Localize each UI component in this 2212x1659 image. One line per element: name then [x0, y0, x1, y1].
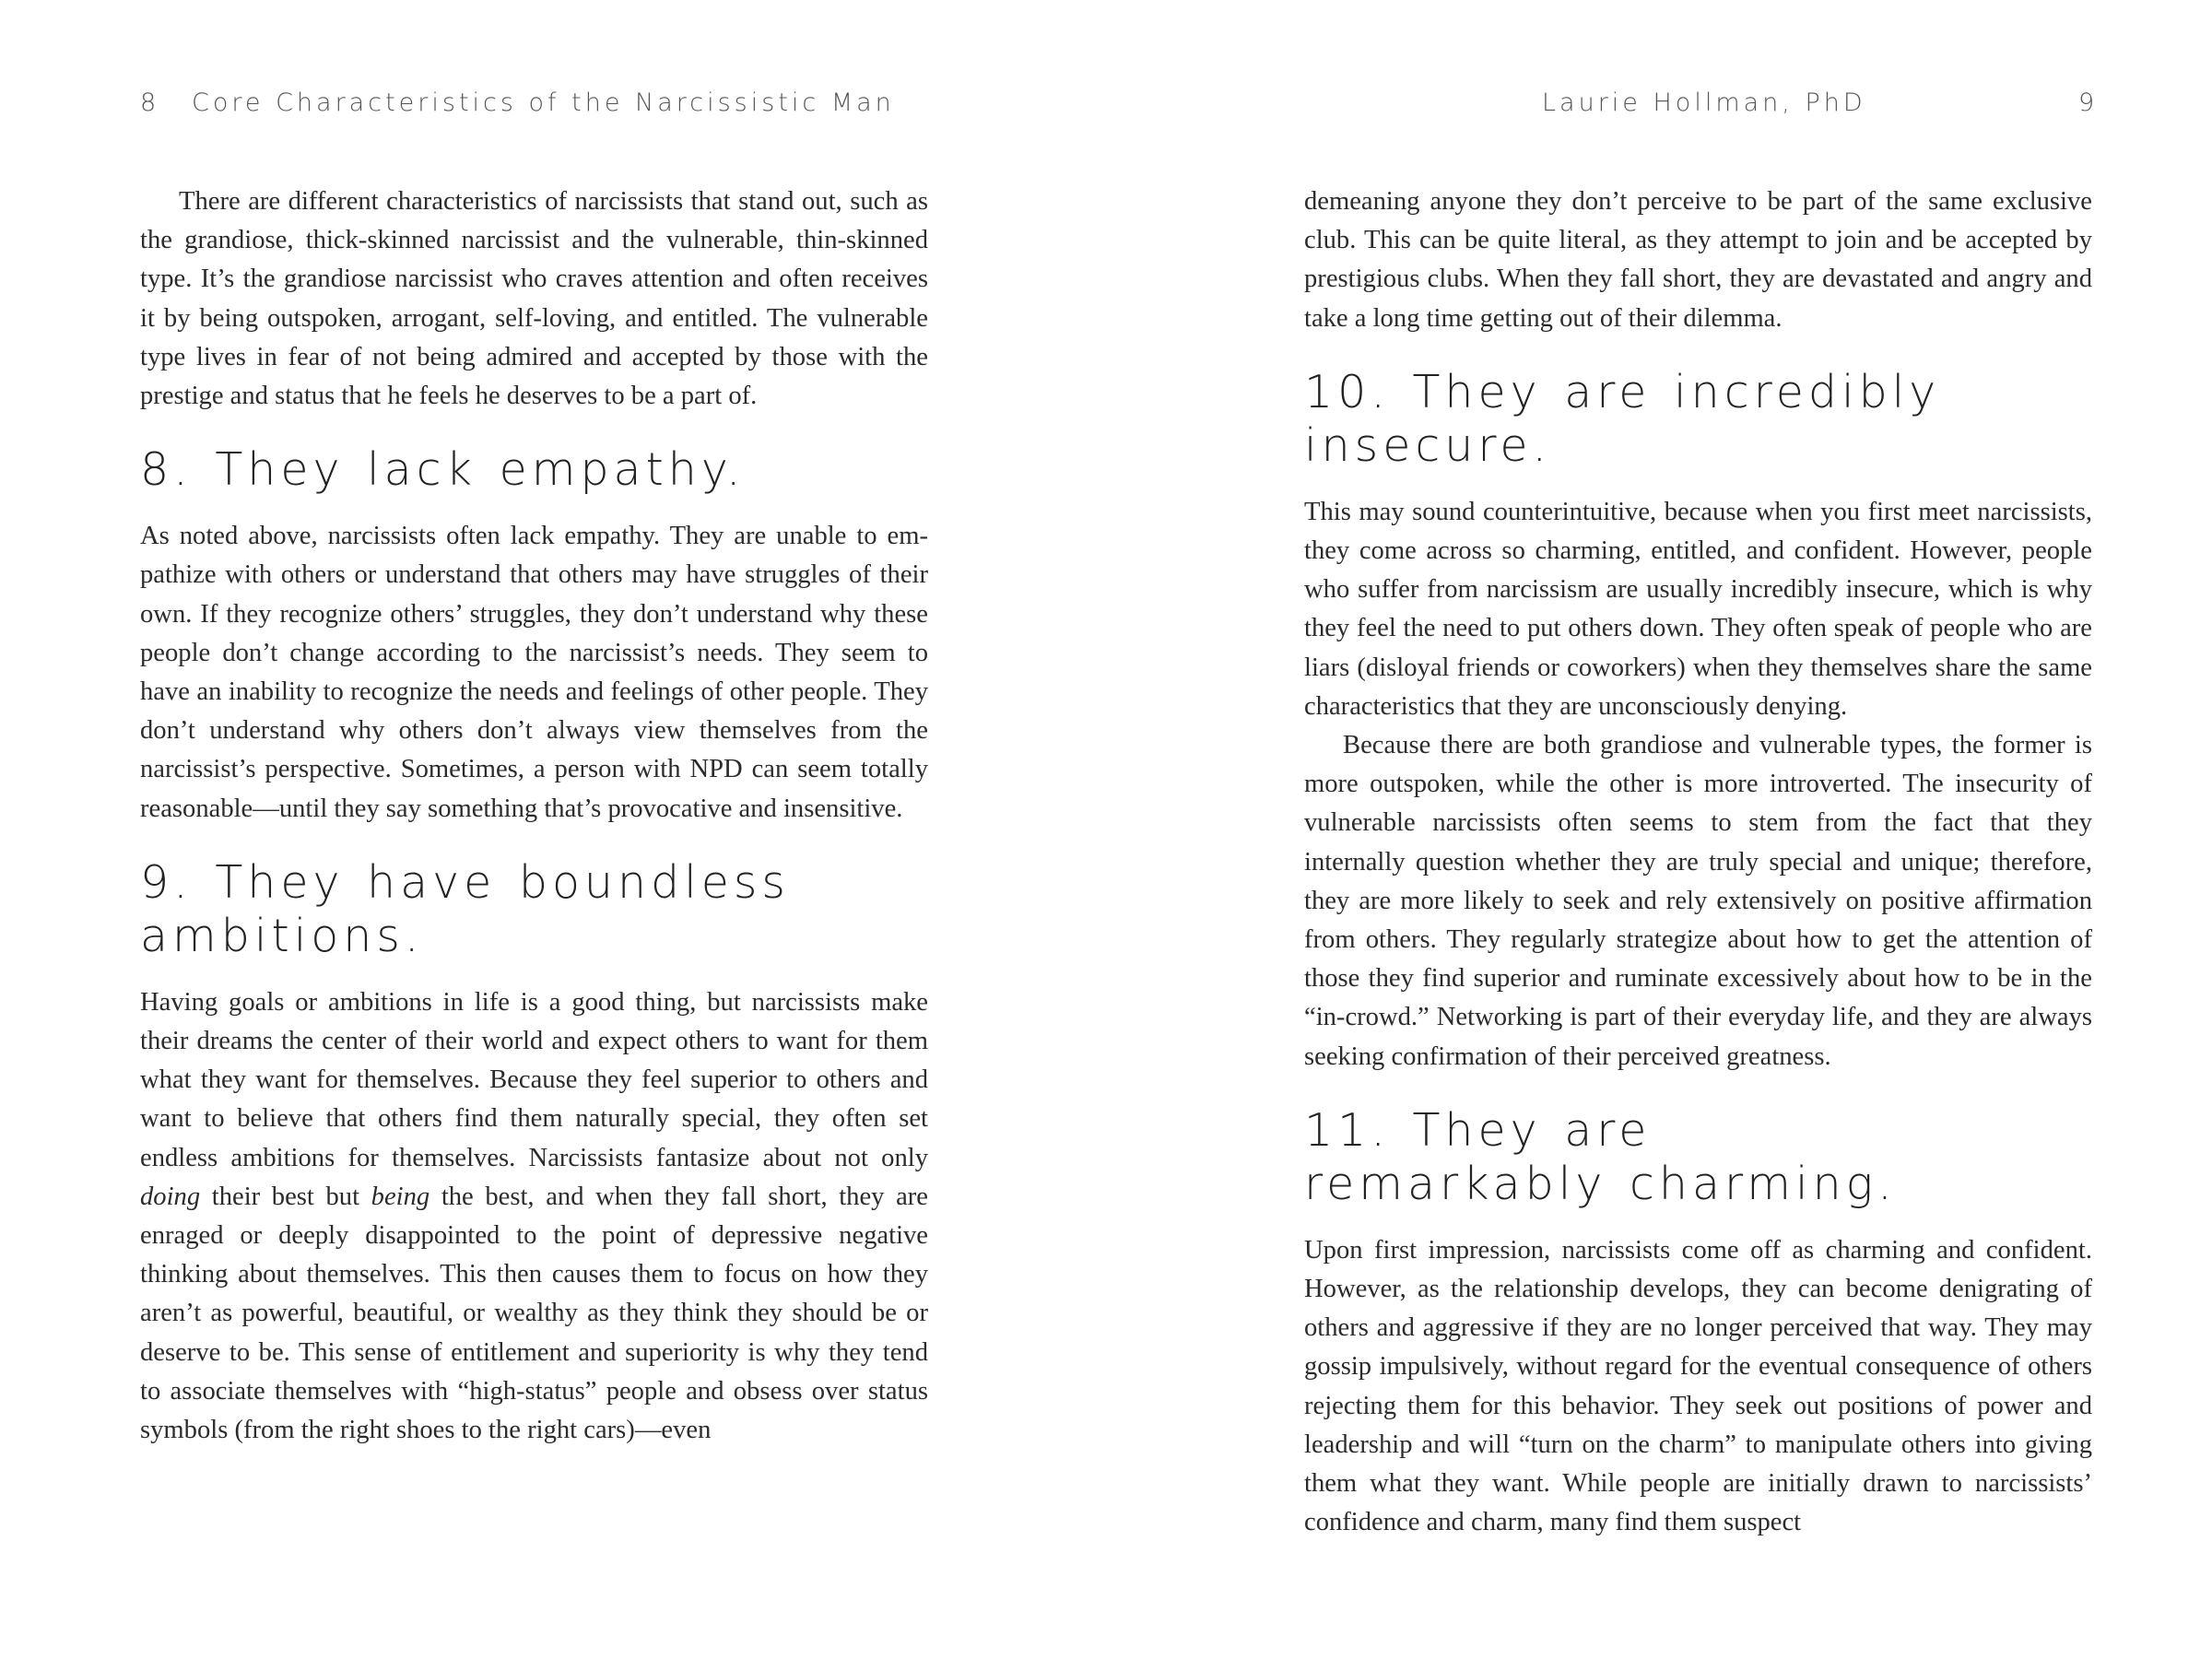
paragraph-9-part-a: Having goals or ambitions in life is a good thing, but narcissists make their dreams the center of their world and expect others to want for them what they want for themselves. Because they feel superior to others and want to believe that others find them naturally special, they often set endless ambitions for themselves. Narcissists fantasize about not only — [140, 987, 928, 1172]
heading-10: 10. They are incredibly insecure. — [1304, 365, 1941, 472]
emphasis-being: being — [371, 1182, 430, 1211]
paragraph-10-b: Because there are both grandiose and vulnerable types, the former is more outspoken, while the other is more introverted. The insecurity of vulnerable narcissists often seems to stem from the fact that they internally question whether they are truly special and unique; therefore, they are more likely to seek and rely extensively on positive affirmation from others. They regularly strategize about how to get the attention of those they find superior and ruminate excessively about how to be in the “in-crowd.” Networking is part of their everyday life, and they are always seeking confirmation of their perceived greatness. — [1304, 731, 2092, 1071]
heading-9: 9. They have boundless ambitions. — [140, 855, 790, 962]
running-title: Core Characteristics of the Narcissistic Man — [192, 88, 895, 117]
paragraph-9-part-b: their best but — [200, 1182, 371, 1211]
paragraph-9 — [140, 983, 928, 1450]
page-number-left: 8 — [140, 88, 160, 117]
page-number-right: 9 — [2078, 88, 2099, 117]
paragraph-11: Upon first impression, narcissists come off as charming and confident. However, as the relationship develops, they can become denigrating of others and aggressive if they are no longer perceived that way. They may gossip impulsively, without regard for the eventual consequence of others rejecting them for this behavior. They seek out positions of power and leadership and will “turn on the charm” to manipulate others into giving them what they want. While people are initially drawn to narcissists’ confidence and charm, many find them suspect — [1304, 1235, 2092, 1537]
emphasis-doing: doing — [140, 1182, 201, 1211]
running-author: Laurie Hollman, PhD — [1542, 88, 1866, 117]
paragraph-10-a: This may sound counterintuitive, because when you first meet narcissists, they come across so charming, entitled, and confident. However, people who suffer from narcissism are usually incredibly insecure, which is why they feel the need to put others down. They often speak of people who are liars (disloyal friends or coworkers) when they themselves share the same characteristics that they are unconsciously denying. — [1304, 497, 2092, 721]
heading-11: 11. They are remarkably charming. — [1304, 1103, 1897, 1210]
left-text-column — [140, 182, 928, 1450]
continued-paragraph: demeaning anyone they don’t perceive to be part of the same exclusive club. This can be quite literal, as they attempt to join and be accepted by prestigious clubs. When they fall short, they are devastated and angry and take a long time getting out of their dilemma. — [1304, 187, 2092, 333]
heading-8: 8. They lack empathy. — [140, 443, 746, 497]
paragraph-9-part-c: the best, and when they fall short, they are enraged or deeply disappointed to the point of depressive negative thinking about themselves. This then causes them to focus on how they aren’t as powerful, beautiful, or wealthy as they think they should be or deserve to be. This sense of entitlement and superiority is why they tend to associate themselves with “high-status” people and obsess over status symbols (from the right shoes to the right cars)—even — [140, 1182, 929, 1445]
paragraph-8: As noted above, narcissists often lack empathy. They are unable to empathize with others or understand that others may have struggles of their own. If they recognize others’ struggles, they don’t understand why these people don’t change according to the narcissist’s needs. They seem to have an inability to recognize the needs and feelings of other people. They don’t understand why others don’t always view themselves from the narcissist’s perspective. Sometimes, a person with NPD can seem totally reasonable—until they say something that’s provocative and insensitive. — [140, 522, 928, 823]
right-page — [1106, 0, 2212, 1659]
intro-paragraph: There are different characteristics of narcissists that stand out, such as the grandiose, thick-skinned narcissist and the vulnerable, thin-skinned type. It’s the grandiose narcissist who craves attention and often receives it by being outspoken, arrogant, self-loving, and entitled. The vulnerable type lives in fear of not being admired and accepted by those with the prestige and status that he feels he deserves to be a part of. — [140, 187, 928, 411]
right-text-column — [1304, 182, 2092, 1542]
